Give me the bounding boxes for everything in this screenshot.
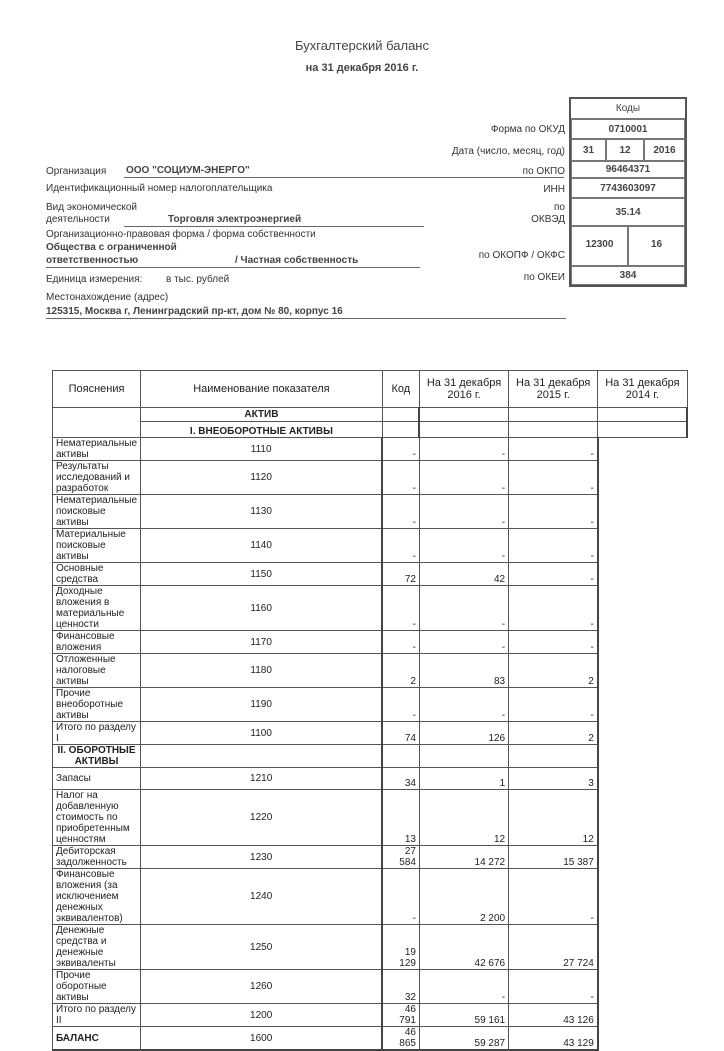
row-value-2014: - bbox=[509, 970, 598, 1004]
date-month: 12 bbox=[606, 139, 644, 161]
okopf-label: по ОКОПФ / ОКФС bbox=[478, 250, 565, 261]
row-value-2016: 27 584 bbox=[382, 846, 419, 869]
section2-heading: II. ОБОРОТНЫЕ АКТИВЫ bbox=[53, 745, 141, 768]
inn-code-label: ИНН bbox=[543, 184, 565, 195]
row-value-2014: 15 387 bbox=[509, 846, 598, 869]
header-col1: На 31 декабря 2016 г. bbox=[419, 371, 508, 408]
row-value-2016: 13 bbox=[382, 790, 419, 846]
row-name: Нематериальные поисковые активы bbox=[53, 495, 141, 529]
unit-label: Единица измерения: bbox=[46, 274, 143, 285]
okved-value: 35.14 bbox=[571, 198, 685, 226]
document-title: Бухгалтерский баланс bbox=[295, 38, 429, 53]
row-code: 1160 bbox=[141, 586, 383, 631]
table-row bbox=[53, 631, 688, 654]
table-row bbox=[53, 722, 688, 745]
table-row bbox=[53, 869, 688, 925]
row-name: Результаты исследований и разработок bbox=[53, 461, 141, 495]
row-value-2014: - bbox=[509, 461, 598, 495]
row-name: Нематериальные активы bbox=[53, 438, 141, 461]
row-value-2016: - bbox=[382, 438, 419, 461]
okei-label: по ОКЕИ bbox=[523, 272, 565, 283]
row-value-2016: - bbox=[382, 631, 419, 654]
row-name: Основные средства bbox=[53, 563, 141, 586]
notes-column bbox=[53, 408, 141, 438]
header-code: Код bbox=[382, 371, 419, 408]
section2-row bbox=[53, 745, 688, 768]
row-code: 1190 bbox=[141, 688, 383, 722]
row-value-2016: - bbox=[382, 461, 419, 495]
table-row bbox=[53, 790, 688, 846]
inn-label: Идентификационный номер налогоплательщика bbox=[46, 183, 273, 194]
row-name: Денежные средства и денежные эквиваленты bbox=[53, 925, 141, 970]
row-code: 1600 bbox=[141, 1027, 383, 1051]
row-name: Итого по разделу II bbox=[53, 1004, 141, 1027]
org-label: Организация bbox=[46, 166, 107, 177]
row-value-2014: 43 129 bbox=[509, 1027, 598, 1051]
row-code: 1150 bbox=[141, 563, 383, 586]
row-value-2016: 72 bbox=[382, 563, 419, 586]
row-name: Дебиторская задолженность bbox=[53, 846, 141, 869]
row-code: 1240 bbox=[141, 869, 383, 925]
okfs-value: 16 bbox=[628, 226, 685, 266]
address-label: Местонахождение (адрес) bbox=[46, 292, 169, 303]
aktiv-heading: АКТИВ bbox=[141, 408, 383, 422]
row-value-2015: - bbox=[419, 461, 508, 495]
row-value-2014: - bbox=[509, 688, 598, 722]
row-code: 1200 bbox=[141, 1004, 383, 1027]
table-header-row bbox=[53, 371, 688, 408]
row-value-2016: 74 bbox=[382, 722, 419, 745]
row-value-2015: - bbox=[419, 688, 508, 722]
legal-form-1: Общества с ограниченной bbox=[46, 242, 177, 253]
table-row bbox=[53, 1004, 688, 1027]
row-value-2015: 12 bbox=[419, 790, 508, 846]
row-value-2014: - bbox=[509, 438, 598, 461]
row-name: Материальные поисковые активы bbox=[53, 529, 141, 563]
table-row bbox=[53, 768, 688, 790]
row-code: 1140 bbox=[141, 529, 383, 563]
row-value-2014: 2 bbox=[509, 722, 598, 745]
row-value-2015: - bbox=[419, 438, 508, 461]
row-value-2014: 43 126 bbox=[509, 1004, 598, 1027]
row-value-2014: - bbox=[509, 869, 598, 925]
legal-form-2: ответственностью bbox=[46, 255, 139, 266]
row-value-2015: 1 bbox=[419, 768, 508, 790]
row-name: Финансовые вложения bbox=[53, 631, 141, 654]
table-row bbox=[53, 654, 688, 688]
row-value-2015: 59 287 bbox=[419, 1027, 508, 1051]
row-code: 1220 bbox=[141, 790, 383, 846]
header-col2: На 31 декабря 2015 г. bbox=[509, 371, 598, 408]
okud-value: 0710001 bbox=[571, 119, 685, 139]
row-code: 1250 bbox=[141, 925, 383, 970]
row-value-2015: 126 bbox=[419, 722, 508, 745]
table-row bbox=[53, 495, 688, 529]
row-value-2015: 83 bbox=[419, 654, 508, 688]
legal-form-label: Организационно-правовая форма / форма собственности bbox=[46, 229, 316, 240]
activity-label-2: деятельности bbox=[46, 214, 110, 225]
row-value-2014: - bbox=[509, 529, 598, 563]
row-value-2016: 19 129 bbox=[382, 925, 419, 970]
row-value-2015: 42 bbox=[419, 563, 508, 586]
table-row bbox=[53, 1027, 688, 1051]
table-row bbox=[53, 438, 688, 461]
row-code: 1100 bbox=[141, 722, 383, 745]
row-value-2016: 46 865 bbox=[382, 1027, 419, 1051]
row-value-2015: - bbox=[419, 631, 508, 654]
org-name: ООО "СОЦИУМ-ЭНЕРГО" bbox=[126, 165, 250, 176]
table-row bbox=[53, 529, 688, 563]
table-row bbox=[53, 925, 688, 970]
row-name: Запасы bbox=[53, 768, 141, 790]
okopf-value: 12300 bbox=[571, 226, 628, 266]
row-code: 1180 bbox=[141, 654, 383, 688]
row-value-2014: - bbox=[509, 563, 598, 586]
okei-value: 384 bbox=[571, 266, 685, 285]
row-value-2015: 14 272 bbox=[419, 846, 508, 869]
row-value-2015: - bbox=[419, 970, 508, 1004]
codes-header: Коды bbox=[571, 99, 685, 119]
date-year: 2016 bbox=[644, 139, 685, 161]
table-row bbox=[53, 688, 688, 722]
row-name: Прочие оборотные активы bbox=[53, 970, 141, 1004]
okved-label-1: по bbox=[554, 202, 565, 213]
row-value-2014: 3 bbox=[509, 768, 598, 790]
unit-value: в тыс. рублей bbox=[166, 274, 230, 285]
inn-value: 7743603097 bbox=[571, 178, 685, 198]
row-name: Налог на добавленную стоимость по приобретенным ценностям bbox=[53, 790, 141, 846]
okud-label: Форма по ОКУД bbox=[490, 124, 565, 135]
aktiv-row bbox=[53, 408, 688, 422]
ownership-value: / Частная собственность bbox=[235, 255, 359, 266]
row-value-2014: 2 bbox=[509, 654, 598, 688]
row-name: Прочие внеоборотные активы bbox=[53, 688, 141, 722]
date-day: 31 bbox=[571, 139, 606, 161]
row-code: 1210 bbox=[141, 768, 383, 790]
header-notes: Пояснения bbox=[53, 371, 141, 408]
row-value-2015: - bbox=[419, 495, 508, 529]
row-value-2016: - bbox=[382, 869, 419, 925]
row-name: Итого по разделу I bbox=[53, 722, 141, 745]
row-value-2016: 34 bbox=[382, 768, 419, 790]
row-value-2015: - bbox=[419, 529, 508, 563]
row-name: Финансовые вложения (за исключением денежных эквивалентов) bbox=[53, 869, 141, 925]
activity-label-1: Вид экономической bbox=[46, 202, 137, 213]
date-label: Дата (число, месяц, год) bbox=[451, 146, 565, 157]
row-value-2014: - bbox=[509, 495, 598, 529]
row-code: 1170 bbox=[141, 631, 383, 654]
table-row bbox=[53, 846, 688, 869]
header-col3: На 31 декабря 2014 г. bbox=[598, 371, 687, 408]
row-value-2016: 32 bbox=[382, 970, 419, 1004]
row-value-2015: 2 200 bbox=[419, 869, 508, 925]
row-value-2014: 27 724 bbox=[509, 925, 598, 970]
section1-row bbox=[53, 422, 688, 438]
section1-heading: I. ВНЕОБОРОТНЫЕ АКТИВЫ bbox=[141, 422, 383, 438]
okpo-value: 96464371 bbox=[571, 161, 685, 178]
row-code: 1260 bbox=[141, 970, 383, 1004]
row-value-2016: 46 791 bbox=[382, 1004, 419, 1027]
activity-value: Торговля электроэнергией bbox=[168, 214, 302, 225]
row-code: 1230 bbox=[141, 846, 383, 869]
row-value-2016: - bbox=[382, 495, 419, 529]
document-date: на 31 декабря 2016 г. bbox=[305, 62, 419, 74]
row-value-2014: - bbox=[509, 586, 598, 631]
row-value-2014: - bbox=[509, 631, 598, 654]
table-row bbox=[53, 563, 688, 586]
row-value-2016: 2 bbox=[382, 654, 419, 688]
row-value-2016: - bbox=[382, 586, 419, 631]
row-value-2016: - bbox=[382, 529, 419, 563]
row-value-2014: 12 bbox=[509, 790, 598, 846]
okpo-label: по ОКПО bbox=[522, 166, 565, 177]
row-code: 1120 bbox=[141, 461, 383, 495]
row-value-2016: - bbox=[382, 688, 419, 722]
header-name: Наименование показателя bbox=[141, 371, 383, 408]
row-value-2015: - bbox=[419, 586, 508, 631]
row-name: БАЛАНС bbox=[53, 1027, 141, 1051]
address-value: 125315, Москва г, Ленинградский пр-кт, дом № 80, корпус 16 bbox=[46, 306, 343, 317]
table-row bbox=[53, 586, 688, 631]
row-name: Отложенные налоговые активы bbox=[53, 654, 141, 688]
row-value-2015: 42 676 bbox=[419, 925, 508, 970]
table-row bbox=[53, 970, 688, 1004]
row-code: 1130 bbox=[141, 495, 383, 529]
okved-label-2: ОКВЭД bbox=[531, 214, 565, 225]
row-code: 1110 bbox=[141, 438, 383, 461]
row-name: Доходные вложения в материальные ценности bbox=[53, 586, 141, 631]
row-value-2015: 59 161 bbox=[419, 1004, 508, 1027]
table-row bbox=[53, 461, 688, 495]
balance-table bbox=[52, 370, 688, 1051]
